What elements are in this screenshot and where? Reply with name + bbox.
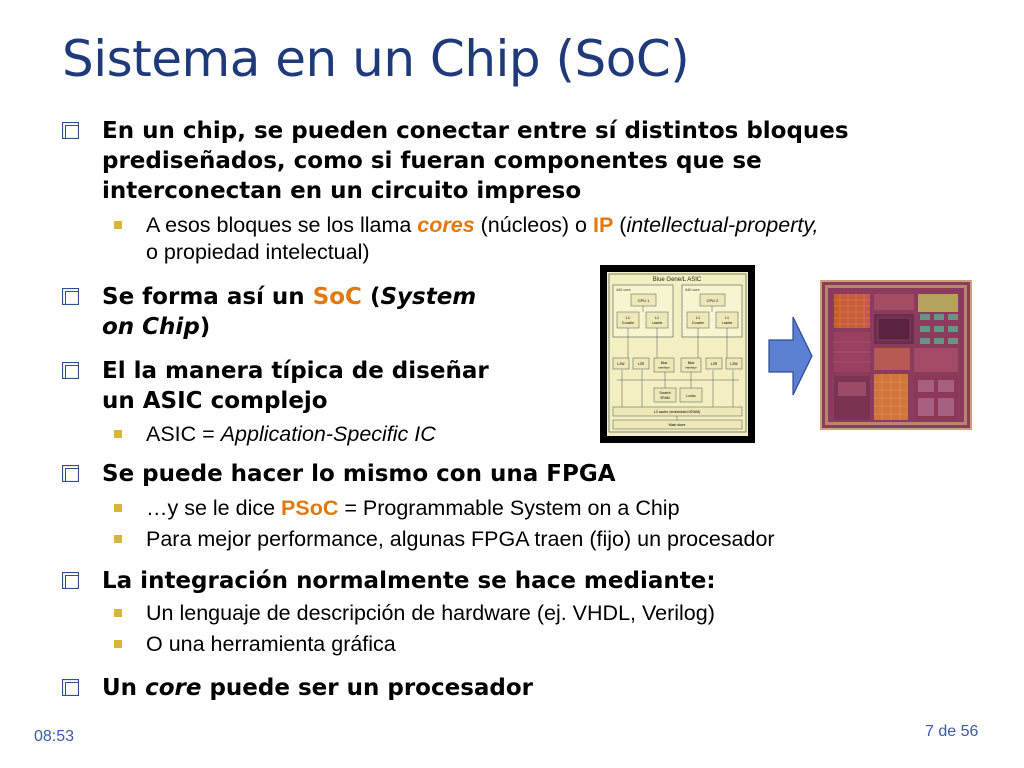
cpu2-label: CPU 2 [706,298,719,303]
sub-text: Un lenguaje de descripción de hardware (ej. VHDL, Verilog) [146,601,715,625]
blue1-sub: interface [658,365,670,370]
l3-label: L3 cache (embedded DRAM) [653,410,701,414]
l2r2-label: L2R [710,362,718,366]
scratch-sub: SRAM [660,396,670,400]
asic-expansion: Application-Specific IC [220,422,436,446]
bullet-1-line-1: En un chip, se pueden conectar entre sí distintos bloques [102,118,849,144]
sub-text: = Programmable System on a Chip [338,496,680,520]
bullet-1-sub [114,212,818,266]
locks-label: Locks [686,394,696,398]
bullet-text: Se forma así un [102,284,313,310]
bullet-3 [62,356,489,416]
bullet-1-line-3: interconectan en un circuito impreso [102,178,582,204]
bullet-1-line-2: prediseñados, como si fueran componentes que se [102,148,762,174]
chip-die-photo [820,280,972,430]
checkbox-bullet-icon [62,122,79,139]
main-store-label: Main store [668,423,686,427]
bullet-5 [62,566,716,596]
diagram-title: Blue Gene/L ASIC [652,277,702,283]
bullet-text: ) [199,314,211,340]
bullet-4 [62,459,616,489]
l2r1-label: L2R [637,362,645,366]
bullet-text: Un [102,675,146,701]
core-left-label: 440 core [616,288,631,292]
l1-icache-a [646,312,668,328]
scratch-label: Scratch [659,391,671,395]
soc-term: SoC [312,284,362,310]
square-bullet-icon [114,535,122,543]
footer-page-number: 7 de 56 [925,723,979,740]
l1-dcache-b [687,312,709,328]
blue2-label: Blue [687,361,695,365]
sub-text: ( [613,213,627,237]
checkbox-bullet-icon [62,288,79,305]
square-bullet-icon [114,504,122,512]
on-chip-words: on Chip [102,314,200,340]
ip-term: IP [592,213,614,237]
sub-text: …y se le dice [146,496,282,520]
l1-b-label: L1 [655,316,659,320]
sub-text: (núcleos) o [474,213,593,237]
square-bullet-icon [114,609,122,617]
bullet-3-line-2: un ASIC complejo [102,388,328,414]
core-right-label: 440 core [685,288,700,292]
l1-icache-b [716,312,738,328]
square-bullet-icon [114,430,122,438]
slide-title: Sistema en un Chip (SoC) [62,30,690,88]
bullet-6 [62,673,533,703]
bullet-text: ( [361,284,381,310]
bullet-text: puede ser un procesador [201,675,534,701]
bullet-5-text: La integración normalmente se hace mediante: [102,568,716,594]
l1-d-sub: I-cache [721,321,733,325]
l2w1-label: L2W [617,362,625,366]
l1-c-label: L1 [696,316,700,320]
right-arrow-icon [768,316,813,396]
ip-expansion: intellectual-property, [626,213,819,237]
square-bullet-icon [114,221,122,229]
bullet-5-sub-1 [114,600,715,627]
bullet-3-line-1: El la manera típica de diseñar [102,358,489,384]
blue1-label: Blue [660,361,668,365]
square-bullet-icon [114,640,122,648]
sub-text: ASIC = [146,422,221,446]
blue2-sub: interface [685,365,697,370]
sub-text: A esos bloques se los llama [146,213,418,237]
system-word: System [380,284,477,310]
l1-a-label: L1 [626,316,630,320]
sub-text: O una herramienta gráfica [146,632,396,656]
sub-text-line-2: o propiedad intelectual) [146,240,370,264]
l1-a-sub: D-cache [622,321,634,325]
footer-time: 08:53 [34,728,75,745]
bullet-4-sub-1 [114,495,680,522]
l1-dcache-a [617,312,639,328]
checkbox-bullet-icon [62,572,79,589]
checkbox-bullet-icon [62,679,79,696]
sub-text: Para mejor performance, algunas FPGA traen (fijo) un procesador [146,527,775,551]
l1-b-sub: I-cache [651,321,663,325]
bullet-3-sub [114,421,436,448]
blue-gene-asic-diagram [600,265,755,443]
bullet-1 [62,116,849,206]
l2w2-label: L2W [730,362,738,366]
bullet-4-text: Se puede hacer lo mismo con una FPGA [102,461,616,487]
cpu1-label: CPU 1 [637,298,650,303]
l1-c-sub: D-cache [692,321,704,325]
bullet-4-sub-2 [114,526,775,553]
diagram-background [607,272,748,436]
l1-d-label: L1 [725,316,729,320]
cores-term: cores [417,213,475,237]
checkbox-bullet-icon [62,465,79,482]
die-svg [822,282,970,428]
bullet-5-sub-2 [114,631,396,658]
bullet-2 [62,282,476,342]
core-word: core [145,675,202,701]
psoc-term: PSoC [281,496,339,520]
checkbox-bullet-icon [62,362,79,379]
diagram-svg [607,272,748,436]
